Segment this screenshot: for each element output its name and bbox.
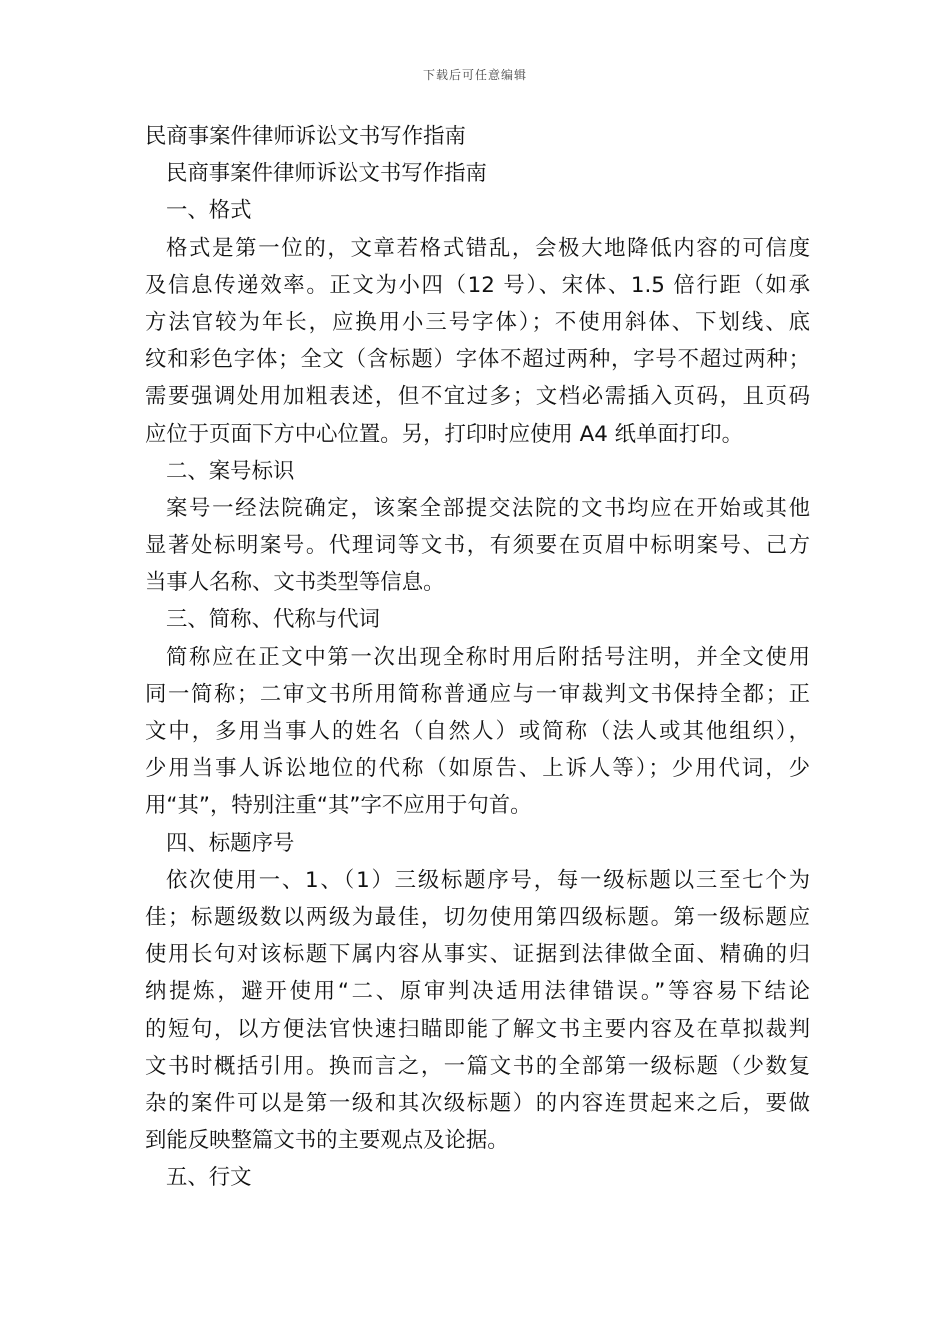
document-subtitle: 民商事案件律师诉讼文书写作指南 <box>166 161 487 187</box>
paragraph-line: 佳；标题级数以两级为最佳，切勿使用第四级标题。第一级标题应 <box>145 904 810 930</box>
paragraph-line: 同一简称；二审文书所用简称普通应与一审裁判文书保持全都；正 <box>145 681 810 707</box>
paragraph-line: 简称应在正文中第一次出现全称时用后附括号注明，并全文使用 <box>166 644 810 670</box>
paragraph-line: 需要强调处用加粗表述，但不宜过多；文档必需插入页码，且页码 <box>145 384 810 410</box>
paragraph-line: 应位于页面下方中心位置。另，打印时应使用 A4 纸单面打印。 <box>145 421 743 447</box>
section-heading: 四、标题序号 <box>166 830 295 856</box>
paragraph-line: 及信息传递效率。正文为小四（12 号）、宋体、1.5 倍行距（如承 <box>145 272 810 298</box>
paragraph-line: 方法官较为年长，应换用小三号字体）；不使用斜体、下划线、底 <box>145 309 810 335</box>
paragraph-line: 文书时概括引用。换而言之，一篇文书的全部第一级标题（少数复 <box>145 1053 810 1079</box>
paragraph-line: 纳提炼，避开使用“二、原审判决适用法律错误。”等容易下结论 <box>145 979 810 1005</box>
paragraph-line: 纹和彩色字体；全文（含标题）字体不超过两种，字号不超过两种； <box>145 347 810 373</box>
paragraph-line: 的短句，以方便法官快速扫瞄即能了解文书主要内容及在草拟裁判 <box>145 1016 810 1042</box>
paragraph-line: 依次使用一、1、（1）三级标题序号，每一级标题以三至七个为 <box>166 867 810 893</box>
paragraph-line: 少用当事人诉讼地位的代称（如原告、上诉人等）；少用代词，少 <box>145 756 810 782</box>
paragraph-line: 文中，多用当事人的姓名（自然人）或简称（法人或其他组织）， <box>145 719 810 744</box>
section-heading: 五、行文 <box>166 1165 252 1191</box>
paragraph-line: 案号一经法院确定，该案全部提交法院的文书均应在开始或其他 <box>166 495 810 521</box>
paragraph-line: 显著处标明案号。代理词等文书，有须要在页眉中标明案号、己方 <box>145 533 810 559</box>
document-body <box>145 117 810 1196</box>
header-note: 下载后可任意编辑 <box>422 68 527 82</box>
paragraph-line: 使用长句对该标题下属内容从事实、证据到法律做全面、精确的归 <box>145 942 810 968</box>
section-heading: 二、案号标识 <box>166 458 295 484</box>
paragraph-line: 杂的案件可以是第一级和其次级标题）的内容连贯起来之后，要做 <box>145 1090 810 1116</box>
section-heading: 一、格式 <box>166 198 252 224</box>
paragraph-line: 用“其”，特别注重“其”字不应用于句首。 <box>145 793 532 819</box>
paragraph-line: 到能反映整篇文书的主要观点及论据。 <box>145 1128 509 1154</box>
section-heading: 三、简称、代称与代词 <box>166 607 380 633</box>
paragraph-line: 当事人名称、文书类型等信息。 <box>145 570 445 596</box>
paragraph-line: 格式是第一位的，文章若格式错乱，会极大地降低内容的可信度 <box>166 235 810 261</box>
document-title: 民商事案件律师诉讼文书写作指南 <box>145 124 466 149</box>
